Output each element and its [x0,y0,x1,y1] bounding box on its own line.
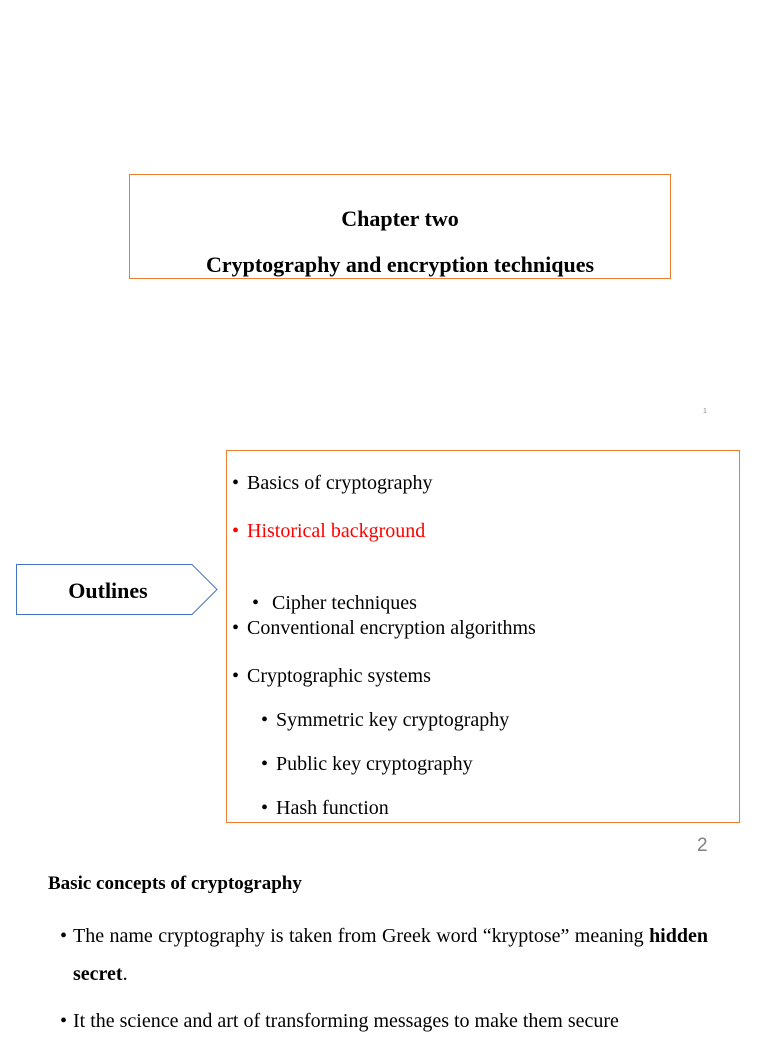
bullet-icon: • [252,592,260,614]
slide-number-2: 2 [697,835,708,856]
outline-subitem: • Hash function [261,797,389,819]
outline-item: • Conventional encryption algorithms [232,617,536,639]
paragraph-bullet [60,1002,708,1040]
bullet-icon: • [232,472,240,494]
bullet-icon: • [60,925,68,947]
outline-list-box [226,450,740,823]
bullet-icon: • [261,709,269,731]
outline-item: • Cipher techniques [252,592,417,614]
bullet-icon: • [232,665,240,687]
paragraph-text: It the science and art of transforming messages to make them secure [73,1010,619,1032]
paragraph-text: The name cryptography is taken from Greek word “kryptose” meaning hidden secret. [73,925,708,985]
chapter-number: Chapter two [341,206,459,231]
bullet-icon: • [232,520,240,542]
bullet-icon: • [232,617,240,639]
paragraph-bullet [60,917,708,993]
bullet-icon: • [60,1010,68,1032]
outline-subitem: • Public key cryptography [261,753,473,775]
outlines-label: Outlines [68,578,148,603]
bullet-icon: • [261,753,269,775]
outline-item-highlighted: • Historical background [232,520,426,542]
bold-term: hidden secret [73,925,708,985]
slide-number-1: 1 [703,408,707,415]
outlines-tag [16,564,218,616]
section-heading: Basic concepts of cryptography [48,873,302,894]
outline-item: • Basics of cryptography [232,472,433,494]
outline-subitem: • Symmetric key cryptography [261,709,510,731]
chapter-title-box [129,174,671,279]
chapter-title: Cryptography and encryption techniques [205,252,595,277]
outline-item: • Cryptographic systems [232,665,431,687]
bullet-icon: • [261,797,269,819]
